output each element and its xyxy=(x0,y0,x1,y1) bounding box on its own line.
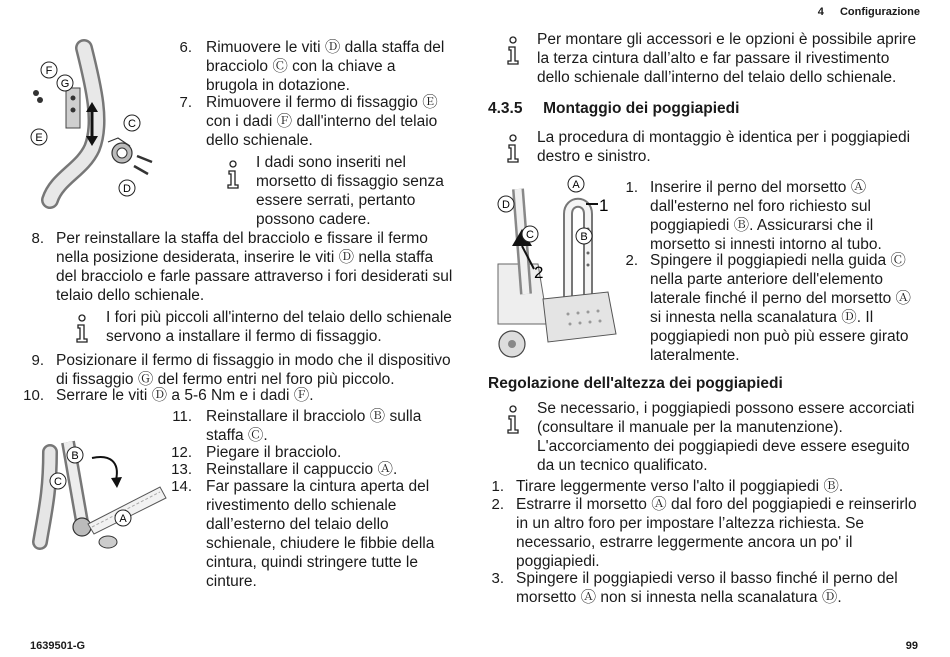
callout-g: G xyxy=(60,78,70,90)
height-step-3-number: 3. xyxy=(491,570,504,587)
info-icon xyxy=(505,134,521,164)
callout-d: D xyxy=(502,199,510,211)
footrest-step-2-number: 2. xyxy=(625,252,638,269)
callout-f: F xyxy=(45,65,53,77)
section-heading xyxy=(488,100,739,118)
callout-b: B xyxy=(580,231,588,243)
height-step-1-text: Tirare leggermente verso l'alto il poggiapiedi Ⓑ. xyxy=(516,478,844,495)
height-step-1-number: 1. xyxy=(491,478,504,495)
note-identical-procedure: La procedura di montaggio è identica per i poggiapiedi destro e sinistro. xyxy=(537,129,911,165)
height-step-3-text: Spingere il poggiapiedi verso il basso finché il perno del morsetto Ⓐ non si innesta nella scanalatura Ⓓ. xyxy=(516,570,898,606)
page-number: 99 xyxy=(905,640,918,652)
subsection-heading: Regolazione dell'altezza dei poggiapiedi xyxy=(488,375,783,392)
step-10-number: 10. xyxy=(23,387,44,404)
height-step-2-text: Estrarre il morsetto Ⓐ dal foro del poggiapiedi e reinserirlo in un altro foro per impostare l’altezza richiesta. Se necessario, estrarre leggermente ancora un po' il poggiapiedi. xyxy=(516,496,917,570)
page-header xyxy=(818,6,920,18)
figure-armrest-reinstall xyxy=(20,432,170,562)
callout-e: E xyxy=(35,132,43,144)
info-icon xyxy=(505,36,521,66)
step-10-text: Serrare le viti Ⓓ a 5-6 Nm e i dadi Ⓕ. xyxy=(56,387,314,404)
callout-c: C xyxy=(526,229,534,241)
callout-b: B xyxy=(71,450,79,462)
step-11-number: 11. xyxy=(172,408,192,425)
height-step-2-number: 2. xyxy=(491,496,504,513)
step-9-number: 9. xyxy=(31,352,44,369)
footrest-step-1-text: Inserire il perno del morsetto Ⓐ dall'esterno nel foro richiesto sul poggiapiedi Ⓑ. Assicurarsi che il morsetto si innesti intorno al tubo. xyxy=(650,179,882,253)
step-7-text: Rimuovere il fermo di fissaggio Ⓔ con i dadi Ⓕ dall'interno del telaio dello schienale. xyxy=(206,94,438,149)
step-11-text: Reinstallare il bracciolo Ⓑ sulla staffa Ⓒ. xyxy=(206,408,422,444)
figure-armrest-bracket xyxy=(22,38,172,213)
step-8-number: 8. xyxy=(31,230,44,247)
note-shortening: Se necessario, i poggiapiedi possono essere accorciati (consultare il manuale per la manutenzione). L'accorciamento dei poggiapiedi deve essere eseguito da un tecnico qualificato. xyxy=(537,400,915,474)
step-7-number: 7. xyxy=(179,94,192,111)
note-accessories: Per montare gli accessori e le opzioni è possibile aprire la terza cintura dall’alto e far passare il rivestimento dello schienale dall’interno del telaio dello schienale. xyxy=(537,31,917,86)
step-8-text: Per reinstallare la staffa del bracciolo e fissare il fermo nella posizione desiderata, inserire le viti Ⓓ nella staffa del bracciolo e farle passare attraverso i fori desiderati sul telaio dello schienale. xyxy=(56,230,453,304)
info-icon xyxy=(74,314,90,344)
callout-1: 1 xyxy=(599,196,609,215)
document-id: 1639501-G xyxy=(30,640,86,652)
callout-a: A xyxy=(572,179,580,191)
footrest-step-2-text: Spingere il poggiapiedi nella guida Ⓒ nella parte anteriore dell'elemento laterale finché il perno del morsetto Ⓐ si innesta nella scanalatura Ⓓ. Il poggiapiedi non può più essere girato lateralmente. xyxy=(650,252,912,364)
step-6-text: Rimuovere le viti Ⓓ dalla staffa del bracciolo Ⓒ con la chiave a brugola in dotazione. xyxy=(206,39,445,94)
step-14-number: 14. xyxy=(171,478,192,495)
step-6-number: 6. xyxy=(179,39,192,56)
callout-c: C xyxy=(54,476,62,488)
chapter-number: 4 xyxy=(817,6,824,18)
step-14-text: Far passare la cintura aperta del rivestimento dello schienale dall’esterno del telaio dello schienale, chiudere le fibbie della cintura, quindi stringere tutte le cinture. xyxy=(206,478,435,590)
callout-c: C xyxy=(128,118,136,130)
note-nuts: I dadi sono inseriti nel morsetto di fissaggio senza essere serrati, pertanto possono cadere. xyxy=(256,154,444,228)
note-small-holes: I fori più piccoli all'interno del telaio dello schienale servono a installare il fermo di fissaggio. xyxy=(106,309,452,345)
figure-footrest-mount xyxy=(488,174,618,364)
section-title: Montaggio dei poggiapiedi xyxy=(543,100,740,117)
step-13-text: Reinstallare il cappuccio Ⓐ. xyxy=(206,461,398,478)
step-12-text: Piegare il bracciolo. xyxy=(206,444,342,461)
callout-2: 2 xyxy=(534,263,544,282)
step-9-text: Posizionare il fermo di fissaggio in modo che il dispositivo di fissaggio Ⓖ del fermo entri nel foro più piccolo. xyxy=(56,352,451,388)
section-number: 4.3.5 xyxy=(488,100,523,117)
step-13-number: 13. xyxy=(171,461,192,478)
step-12-number: 12. xyxy=(171,444,192,461)
chapter-title: Configurazione xyxy=(839,6,920,18)
info-icon xyxy=(225,160,241,190)
callout-d: D xyxy=(123,183,131,195)
info-icon xyxy=(505,405,521,435)
callout-a: A xyxy=(119,513,127,525)
footrest-step-1-number: 1. xyxy=(625,179,638,196)
